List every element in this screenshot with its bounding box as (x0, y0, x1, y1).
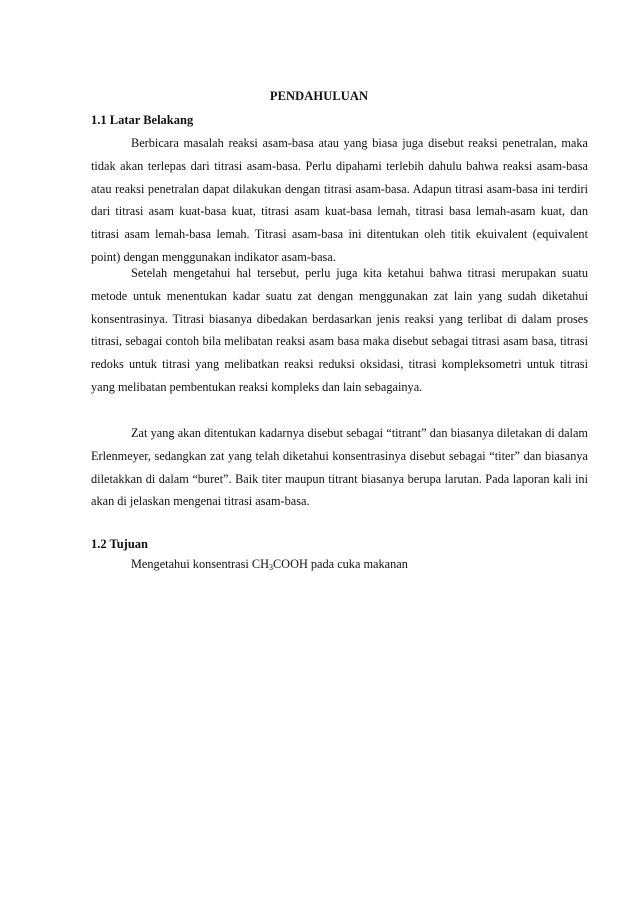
goal-statement (131, 557, 408, 572)
goal-text-prefix: Mengetahui konsentrasi CH (131, 557, 269, 571)
document-title: PENDAHULUAN (269, 89, 369, 103)
paragraph-1 (91, 132, 588, 269)
section-heading-goal: 1.2 Tujuan (91, 537, 148, 551)
paragraph-1-text: Berbicara masalah reaksi asam-basa atau yang biasa juga disebut reaksi penetralan, maka tidak akan terlepas dari titrasi asam-basa. Perlu dipahami terlebih dahulu bahwa reaksi asam-basa atau reaksi penetralan dapat dilakukan dengan titrasi asam-basa. Adapun titrasi asam-basa ini terdiri dari titrasi asam kuat-basa kuat, titrasi asam kuat-basa lemah, titrasi basa lemah-asam kuat, dan titrasi asam lemah-basa lemah. Titrasi asam-basa ini ditentukan oleh titik ekuivalent (equivalent point) dengan menggunakan indikator asam-basa. (91, 136, 588, 264)
paragraph-3-text: Zat yang akan ditentukan kadarnya disebut sebagai “titrant” dan biasanya diletakan di dalam Erlenmeyer, sedangkan zat yang telah diketahui konsentrasinya disebut sebagai “titer” dan biasanya diletakkan di dalam “buret”. Baik titer maupun titrant biasanya berupa larutan. Pada laporan kali ini akan di jelaskan mengenai titrasi asam-basa. (91, 426, 588, 509)
goal-subscript: 3 (268, 563, 273, 572)
paragraph-2 (91, 262, 588, 399)
paragraph-2-text: Setelah mengetahui hal tersebut, perlu juga kita ketahui bahwa titrasi merupakan suatu metode untuk menentukan kadar suatu zat dengan menggunakan zat lain yang sudah diketahui konsentrasinya. Titrasi biasanya dibedakan berdasarkan jenis reaksi yang terlibat di dalam proses titrasi, sebagai contoh bila melibatan reaksi asam basa maka disebut sebagai titrasi asam basa, titrasi redoks untuk titrasi yang melibatkan reaksi reduksi oksidasi, titrasi kompleksometri untuk titrasi yang melibatan pembentukan reaksi kompleks dan lain sebagainya. (91, 266, 588, 394)
goal-text-suffix: COOH pada cuka makanan (272, 557, 408, 571)
paragraph-3 (91, 422, 588, 513)
section-heading-background: 1.1 Latar Belakang (91, 113, 194, 127)
